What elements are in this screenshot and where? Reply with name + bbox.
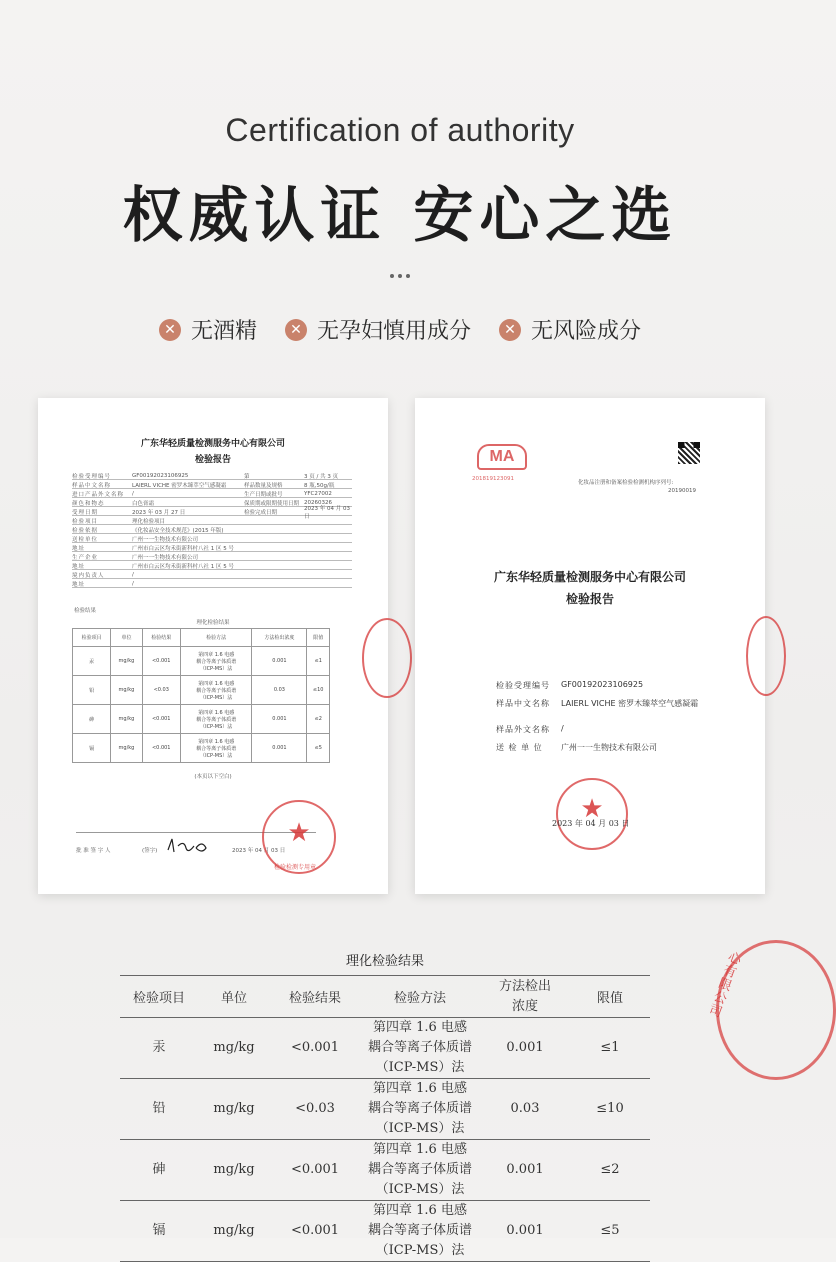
right-doc-field: 检验受理编号 GF00192023106925 bbox=[496, 680, 644, 690]
right-edge-seal bbox=[746, 616, 786, 696]
cma-logo: MA bbox=[477, 444, 527, 470]
left-doc-field-row: 受理日期 2023 年 03 月 27 日 检验完成日期 2023 年 04 月 03 日 bbox=[72, 505, 350, 520]
result-cell-method: 第四章 1.6 电感 耦合等离子体质谱 （ICP-MS）法 bbox=[360, 1201, 480, 1262]
mini-header-cell: 限值 bbox=[307, 629, 330, 647]
right-doc-field: 样品外文名称 / bbox=[496, 724, 564, 734]
result-cell-unit: mg/kg bbox=[198, 1140, 270, 1201]
result-table-row bbox=[120, 1140, 650, 1201]
feature-list bbox=[0, 314, 800, 345]
left-doc-date: 2023 年 04 月 03 日 bbox=[232, 848, 286, 854]
signature-mark bbox=[166, 836, 210, 856]
left-doc-field-row: 检验项目 理化检验项目 bbox=[72, 517, 352, 525]
result-table-row bbox=[120, 1079, 650, 1140]
result-cell-item: 铅 bbox=[120, 1079, 198, 1140]
dots-divider bbox=[0, 274, 800, 278]
right-doc-field: 样品中文名称 LAIERL VICHE 密罗木臻萃空气感凝霜 bbox=[496, 699, 699, 708]
mini-table-body bbox=[73, 647, 330, 763]
header-method: 检验方法 bbox=[360, 976, 480, 1018]
left-doc-field-row: 境内负责人 / bbox=[72, 571, 352, 579]
result-cell-result: <0.03 bbox=[270, 1079, 360, 1140]
left-doc-field-row: 地址 / bbox=[72, 580, 352, 588]
approver-label: 批 准 签 字 人 bbox=[76, 848, 111, 854]
mini-header-cell: 单位 bbox=[111, 629, 142, 647]
edge-seal-text: 心有限公司 bbox=[706, 949, 744, 1021]
x-circle-icon: ✕ bbox=[499, 319, 521, 341]
left-doc-title: 检验报告 bbox=[194, 455, 231, 465]
header-unit: 单位 bbox=[198, 976, 270, 1018]
left-doc-field-row: 地址 广州市白云区均禾街新科村八社 1 区 5 号 bbox=[72, 544, 352, 552]
result-cell-method: 第四章 1.6 电感 耦合等离子体质谱 （ICP-MS）法 bbox=[360, 1079, 480, 1140]
left-doc-section: 检验结果 bbox=[74, 608, 97, 614]
mini-table-row: 砷 mg/kg <0.001 第四章 1.6 电感 耦合等离子体质谱 （ICP-MS）法 0.001 ≤2 bbox=[73, 705, 330, 734]
seal-text: 检验检测专用章 bbox=[274, 864, 317, 871]
mini-table-row: 镉 mg/kg <0.001 第四章 1.6 电感 耦合等离子体质谱 （ICP-MS）法 0.001 ≤5 bbox=[73, 734, 330, 763]
left-doc-field-row: 样品中文名称 LAIERL VICHE 密罗木臻萃空气感凝霜 样品数量及规格 8 瓶,50g/瓶 bbox=[72, 481, 352, 489]
result-cell-item: 镉 bbox=[120, 1201, 198, 1262]
right-doc-field: 送 检 单 位 广州一一生物技术有限公司 bbox=[496, 743, 657, 752]
result-table-row bbox=[120, 1201, 650, 1262]
left-doc-end-note: (本页以下空白) bbox=[194, 774, 232, 780]
mini-table-header bbox=[73, 629, 330, 647]
feature-item bbox=[159, 314, 257, 345]
result-table-row bbox=[120, 1018, 650, 1079]
result-table-header bbox=[120, 976, 650, 1018]
left-doc-org: 广东华轻质量检测服务中心有限公司 bbox=[140, 439, 285, 449]
header-limit: 限值 bbox=[570, 976, 650, 1018]
left-doc-field-row: 进口产品外文名称 / 生产日期或批号 YFC27002 bbox=[72, 490, 352, 498]
result-cell-result: <0.001 bbox=[270, 1140, 360, 1201]
result-table-title: 理化检验结果 bbox=[345, 954, 424, 969]
mini-header-cell: 方法检出浓度 bbox=[252, 629, 307, 647]
mini-table-row: 汞 mg/kg <0.001 第四章 1.6 电感 耦合等离子体质谱 （ICP-MS）法 0.001 ≤1 bbox=[73, 647, 330, 676]
left-doc-field-row: 生产企业 广州一一生物技术有限公司 bbox=[72, 553, 352, 561]
feature-item bbox=[285, 314, 471, 345]
result-cell-limit: ≤2 bbox=[570, 1140, 650, 1201]
feature-item bbox=[499, 314, 641, 345]
feature-label: 无孕妇慎用成分 bbox=[316, 319, 471, 344]
result-cell-method: 第四章 1.6 电感 耦合等离子体质谱 （ICP-MS）法 bbox=[360, 1018, 480, 1079]
result-cell-detect: 0.001 bbox=[480, 1018, 570, 1079]
result-table-body bbox=[120, 1018, 650, 1262]
result-cell-limit: ≤5 bbox=[570, 1201, 650, 1262]
header-result: 检验结果 bbox=[270, 976, 360, 1018]
result-cell-unit: mg/kg bbox=[198, 1079, 270, 1140]
result-cell-result: <0.001 bbox=[270, 1201, 360, 1262]
x-circle-icon: ✕ bbox=[285, 319, 307, 341]
approver-sign-label: (签字) bbox=[142, 848, 158, 854]
mini-table-row: 铅 mg/kg <0.03 第四章 1.6 电感 耦合等离子体质谱 （ICP-MS）法 0.03 ≤10 bbox=[73, 676, 330, 705]
result-cell-item: 砷 bbox=[120, 1140, 198, 1201]
left-doc-field-row: 检验依据 《化妆品安全技术规范》(2015 年版) bbox=[72, 526, 352, 534]
result-cell-limit: ≤1 bbox=[570, 1018, 650, 1079]
qr-number: 20190019 bbox=[668, 488, 696, 494]
qr-caption: 化妆品注册和备案检验检测机构序列号: bbox=[578, 480, 674, 486]
feature-label: 无酒精 bbox=[190, 319, 257, 344]
left-doc-field-row: 地址 广州市白云区均禾街新科村八社 1 区 5 号 bbox=[72, 562, 352, 570]
left-doc-field-row: 检验受理编号 GF00192023106925 第 3 页 / 共 3 页 bbox=[72, 472, 352, 480]
mini-header-cell: 检验结果 bbox=[142, 629, 180, 647]
left-doc-field-row: 送检单位 广州一一生物技术有限公司 bbox=[72, 535, 352, 543]
mini-header-cell: 检验方法 bbox=[180, 629, 252, 647]
cma-number: 201819123091 bbox=[472, 476, 514, 482]
right-doc-title: 检验报告 bbox=[565, 592, 614, 606]
hero-title-en: Certification of authority bbox=[225, 112, 575, 148]
mini-header-cell: 检验项目 bbox=[73, 629, 111, 647]
left-mini-table bbox=[72, 628, 330, 763]
right-doc-date: 2023 年 04 月 03 日 bbox=[552, 819, 630, 828]
right-seal-star-icon: ★ bbox=[580, 794, 604, 824]
header-item: 检验项目 bbox=[120, 976, 198, 1018]
result-cell-result: <0.001 bbox=[270, 1018, 360, 1079]
seal-star-icon: ★ bbox=[287, 818, 311, 848]
result-cell-method: 第四章 1.6 电感 耦合等离子体质谱 （ICP-MS）法 bbox=[360, 1140, 480, 1201]
result-cell-limit: ≤10 bbox=[570, 1079, 650, 1140]
result-cell-detect: 0.001 bbox=[480, 1201, 570, 1262]
x-circle-icon: ✕ bbox=[159, 319, 181, 341]
qr-code bbox=[678, 442, 700, 464]
right-doc-org: 广东华轻质量检测服务中心有限公司 bbox=[493, 570, 686, 584]
feature-label: 无风险成分 bbox=[531, 319, 642, 344]
result-cell-unit: mg/kg bbox=[198, 1018, 270, 1079]
edge-seal-stamp bbox=[362, 618, 412, 698]
result-table bbox=[120, 975, 650, 1262]
left-doc-field-row: 颜色和物态 白色膏霜 保质期或限期使用日期 20260326 bbox=[72, 499, 352, 507]
left-doc-subtitle: 理化检验结果 bbox=[196, 620, 230, 626]
result-cell-detect: 0.001 bbox=[480, 1140, 570, 1201]
hero-title-zh: 权威认证 安心之选 bbox=[122, 181, 678, 251]
result-cell-detect: 0.03 bbox=[480, 1079, 570, 1140]
result-cell-item: 汞 bbox=[120, 1018, 198, 1079]
result-cell-unit: mg/kg bbox=[198, 1201, 270, 1262]
header-detect: 方法检出浓度 bbox=[480, 976, 570, 1018]
